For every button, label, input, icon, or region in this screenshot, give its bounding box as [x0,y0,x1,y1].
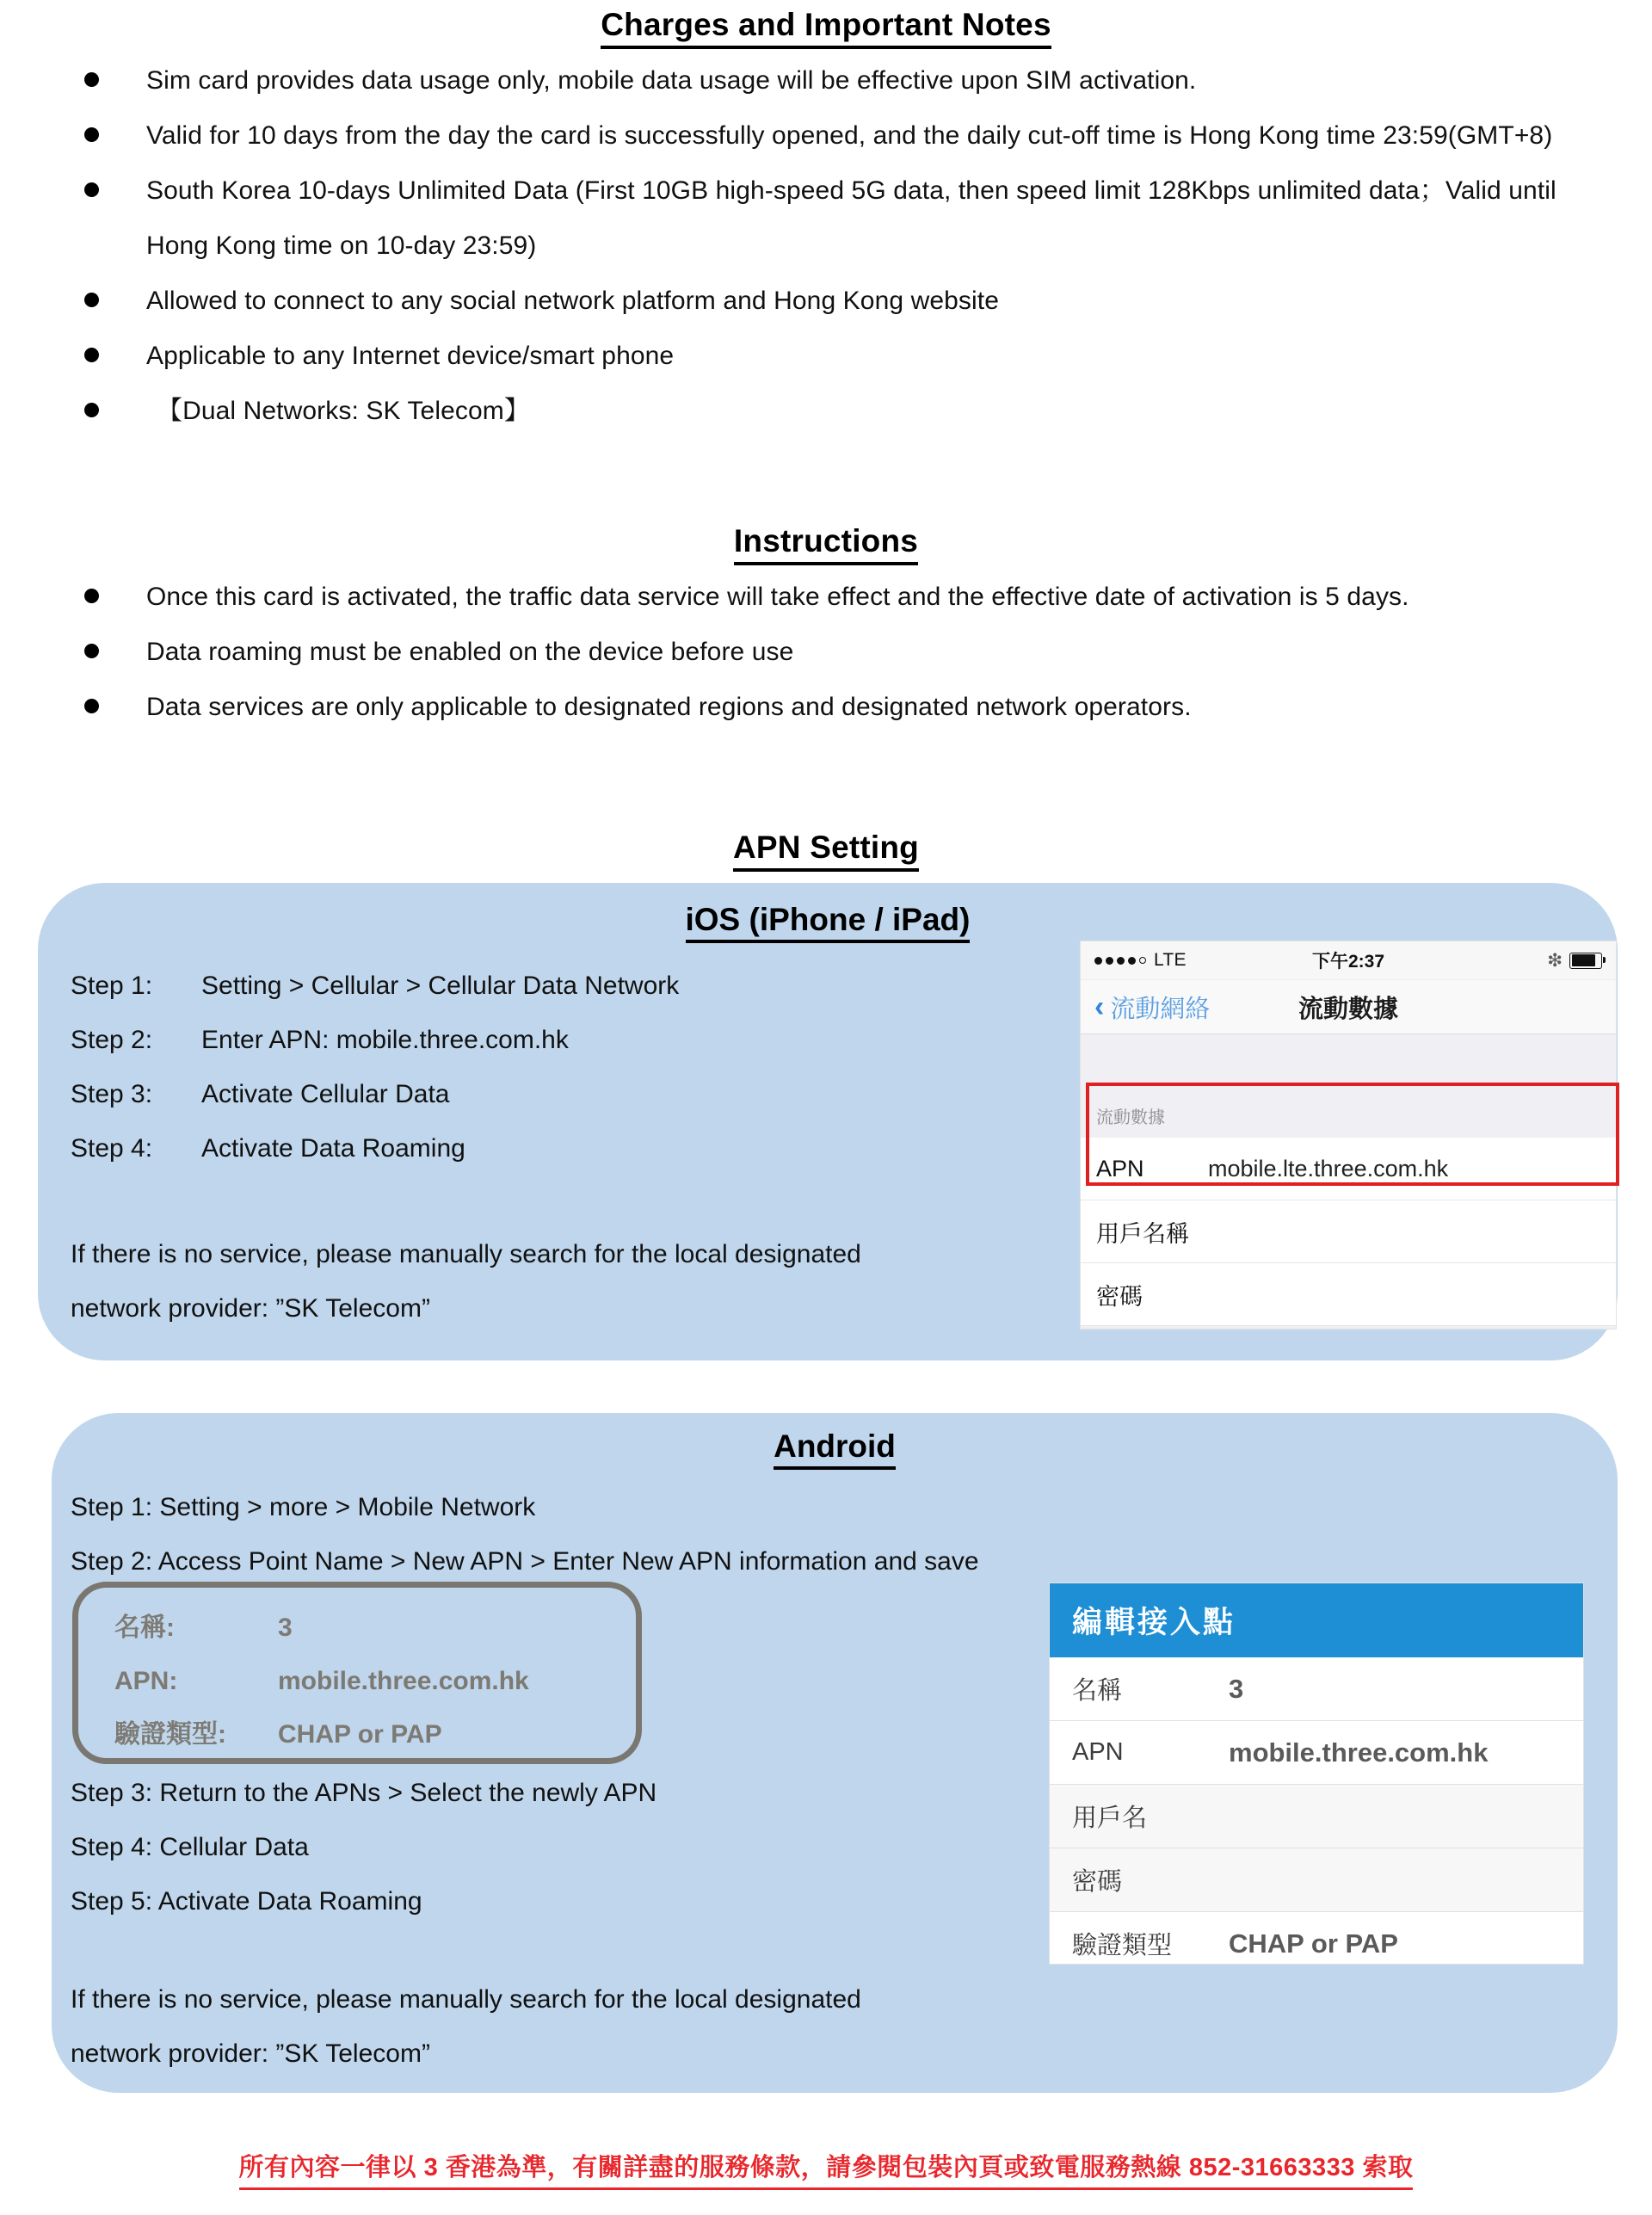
list-item-text: Data roaming must be enabled on the device before use [146,638,794,666]
charges-heading [0,7,1652,49]
charges-heading-text: Charges and Important Notes [601,7,1051,49]
list-item-text: South Korea 10-days Unlimited Data (First 10GB high-speed 5G data, then speed limit 128Kbps unlimited data；Valid until Hong Kong time on 10-day 23:59) [146,176,1556,260]
status-bar-right-icons [1547,952,1602,970]
bullet-dot-icon [84,699,99,713]
android-service-note [71,1972,1103,2081]
instructions-heading-text: Instructions [734,523,918,565]
callout-value: mobile.three.com.hk [278,1667,529,1695]
android-steps-top [71,1480,1103,1589]
list-item [0,570,1609,625]
callout-row [114,1655,636,1708]
bullet-dot-icon [84,72,99,87]
apn-setting-heading [0,830,1652,872]
bullet-dot-icon [84,293,99,307]
table-cell-value: CHAP or PAP [1229,1928,1398,1959]
list-item-text: Valid for 10 days from the day the card is successfully opened, and the daily cut-off time is Hong Kong time 23:59(GMT+8) [146,121,1553,150]
ios-step-row [71,959,1051,1013]
ios-step-value: Activate Cellular Data [201,1080,450,1108]
carrier-label: LTE [1154,950,1187,970]
list-item [0,108,1609,164]
phone-section-label: 流動數據 [1081,1095,1616,1138]
android-step-line: Step 5: Activate Data Roaming [71,1887,422,1916]
phone-field-row-password[interactable] [1081,1263,1616,1326]
list-item-text: Data services are only applicable to designated regions and designated network operators. [146,693,1192,721]
phone-top-spacer [1081,1034,1616,1095]
phone-bottom-spacer [1081,1326,1616,1329]
bullet-dot-icon [84,644,99,658]
battery-icon [1569,953,1602,969]
list-item [0,274,1609,329]
android-panel-title-text: Android [774,1428,896,1470]
phone-field-key: 用戶名稱 [1096,1220,1189,1247]
callout-key: APN: [114,1667,178,1695]
list-item-text: Sim card provides data usage only, mobile data usage will be effective upon SIM activation. [146,66,1197,95]
charges-bullet-list [0,53,1609,439]
instructions-bullet-list [0,570,1609,735]
callout-row [114,1601,636,1655]
list-item-text: Applicable to any Internet device/smart phone [146,342,675,370]
phone-nav-title: 流動數據 [1298,995,1398,1023]
list-item [0,384,1609,439]
bullet-dot-icon [84,348,99,362]
ios-step-label: Step 1: [71,972,153,1000]
footer-disclaimer-text: 所有內容一律以 3 香港為準，有關詳盡的服務條款，請參閱包裝內頁或致電服務熱線 852-31663333 索取 [239,2148,1414,2190]
ios-step-row [71,1013,1051,1067]
bullet-dot-icon [84,127,99,142]
ios-note-line-1: If there is no service, please manually search for the local designated [71,1240,861,1268]
table-cell-key: 用戶名 [1072,1805,1148,1832]
table-row[interactable] [1050,1657,1583,1721]
ios-panel-title-text: iOS (iPhone / iPad) [686,902,971,943]
callout-key: 名稱: [114,1613,175,1642]
ios-note-line-2: network provider: ”SK Telecom” [71,1294,430,1323]
phone-field-row-apn[interactable] [1081,1138,1616,1200]
bullet-dot-icon [84,182,99,197]
list-item [0,329,1609,384]
ios-step-label: Step 4: [71,1134,153,1163]
phone-field-key: 密碼 [1096,1283,1143,1310]
ios-step-row [71,1067,1051,1121]
table-cell-key: APN [1072,1738,1124,1766]
apn-table-header: 編輯接入點 [1050,1583,1583,1657]
table-cell-value: 3 [1229,1673,1244,1704]
ios-step-value: Activate Data Roaming [201,1134,465,1163]
ios-steps-list [71,959,1051,1175]
footer-disclaimer [0,2148,1652,2190]
callout-row [114,1708,636,1762]
android-step-line: Step 1: Setting > more > Mobile Network [71,1493,536,1521]
list-item [0,164,1609,274]
list-item-text: Once this card is activated, the traffic data service will take effect and the effective date of activation is 5 days. [146,583,1409,611]
android-panel-title [52,1428,1618,1470]
back-button-label: 流動網絡 [1110,995,1211,1023]
table-row[interactable] [1050,1848,1583,1912]
ios-step-value: Setting > Cellular > Cellular Data Network [201,972,680,1000]
status-bar-time: 下午2:37 [1311,952,1385,972]
callout-value: CHAP or PAP [278,1720,442,1749]
table-row[interactable] [1050,1785,1583,1848]
list-item [0,625,1609,680]
android-step-line: Step 2: Access Point Name > New APN > Enter New APN information and save [71,1547,979,1576]
table-cell-value: mobile.three.com.hk [1229,1737,1489,1768]
ios-step-label: Step 2: [71,1026,153,1054]
phone-field-value: mobile.lte.three.com.hk [1208,1155,1449,1182]
phone-field-key: APN [1096,1155,1144,1182]
ios-step-label: Step 3: [71,1080,153,1108]
android-apn-callout [72,1582,642,1764]
table-row[interactable] [1050,1912,1583,1964]
phone-status-bar [1081,941,1616,980]
ios-step-value: Enter APN: mobile.three.com.hk [201,1026,569,1054]
bluetooth-icon: ❇ [1547,950,1563,971]
android-note-line-1: If there is no service, please manually search for the local designated [71,1985,861,2014]
bullet-dot-icon [84,589,99,603]
phone-nav-bar [1081,980,1616,1034]
android-step-line: Step 4: Cellular Data [71,1833,309,1861]
apn-setting-heading-text: APN Setting [733,830,919,872]
list-item [0,680,1609,735]
bullet-dot-icon [84,403,99,417]
table-cell-key: 名稱 [1072,1677,1123,1705]
list-item [0,53,1609,108]
callout-value: 3 [278,1613,293,1642]
phone-field-row-username[interactable] [1081,1200,1616,1263]
table-row[interactable] [1050,1721,1583,1785]
callout-key: 驗證類型: [114,1720,226,1749]
android-steps-bottom [71,1766,1103,1928]
android-note-line-2: network provider: ”SK Telecom” [71,2039,430,2068]
android-edit-apn-table [1050,1583,1583,1964]
ios-panel-title [38,902,1618,943]
android-panel [52,1413,1618,2093]
table-cell-key: 密碼 [1072,1868,1123,1896]
instructions-heading [0,523,1652,565]
ios-phone-screenshot [1081,941,1616,1329]
ios-panel [38,883,1618,1360]
chevron-left-icon: ‹ [1094,990,1105,1023]
ios-service-note [71,1227,1069,1336]
list-item-text: Allowed to connect to any social network platform and Hong Kong website [146,287,999,315]
list-item-text: 【Dual Networks: SK Telecom】 [157,397,530,425]
table-cell-key: 驗證類型 [1072,1932,1173,1959]
android-step-line: Step 3: Return to the APNs > Select the newly APN [71,1779,657,1807]
ios-step-row [71,1121,1051,1175]
